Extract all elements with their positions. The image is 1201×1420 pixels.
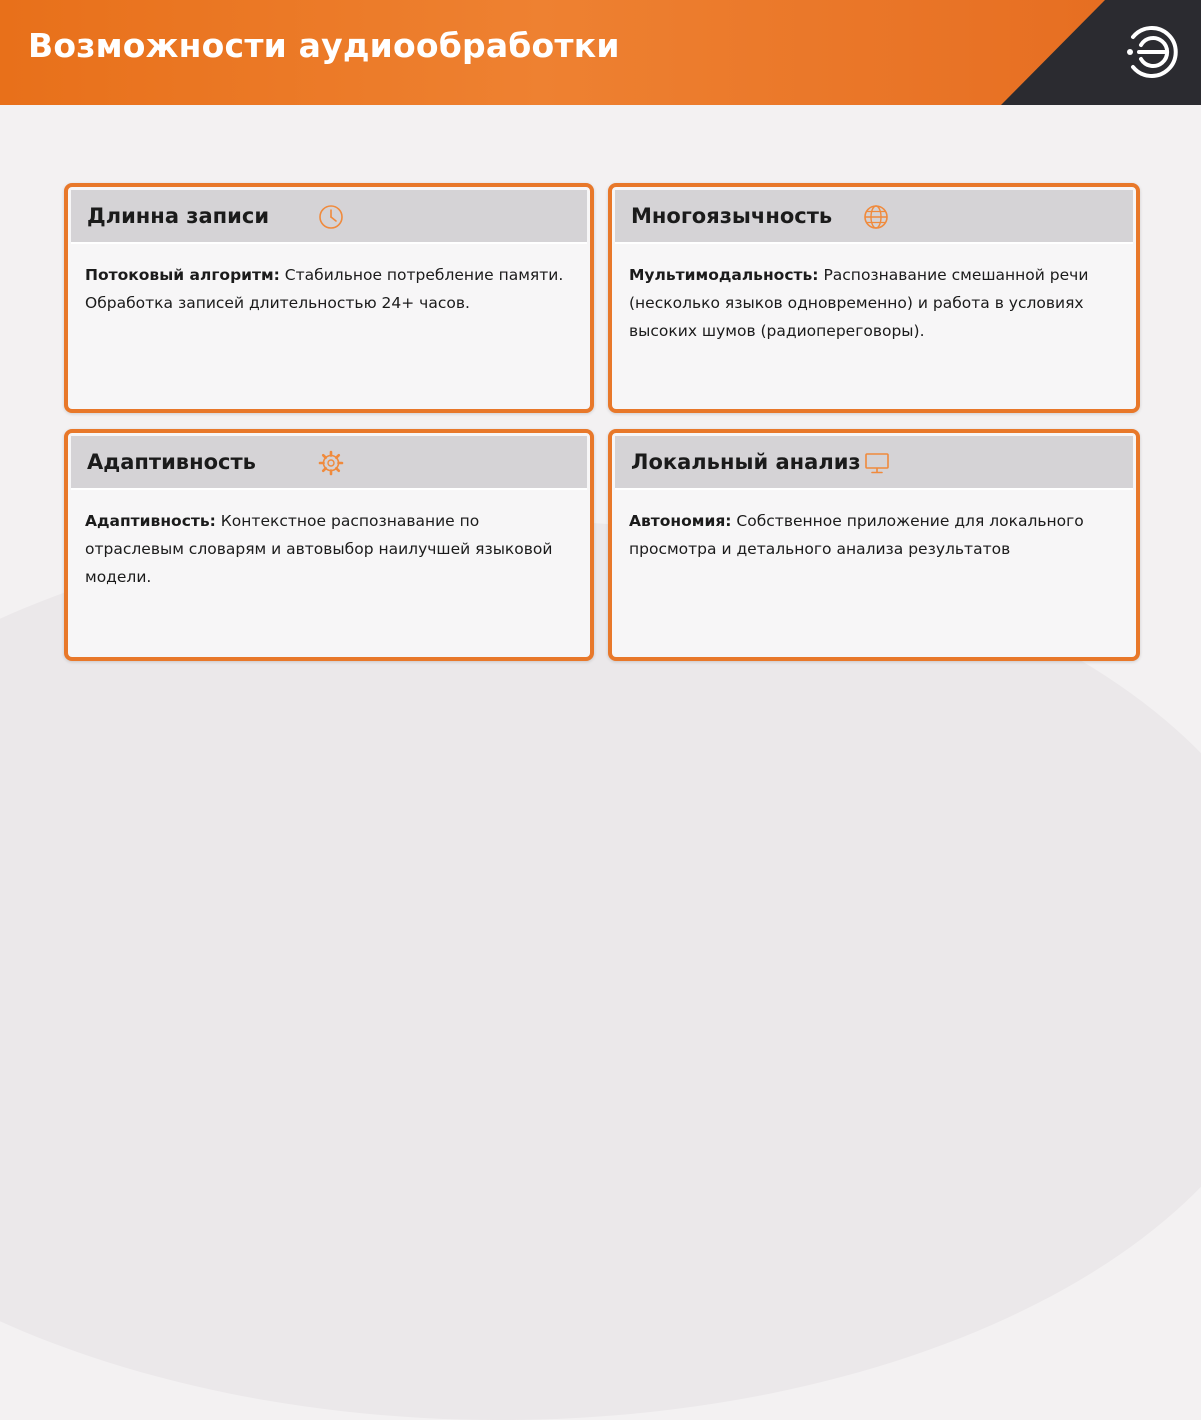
card-title: Многоязычность bbox=[631, 204, 833, 228]
monitor-icon bbox=[863, 449, 891, 477]
header-bar bbox=[0, 0, 1201, 105]
globe-icon bbox=[862, 203, 890, 231]
card-description bbox=[85, 507, 576, 591]
card-description-text: Контекстное распознавание по отраслевым словарям и автовыбор наилучшей языковой модели. bbox=[85, 512, 553, 586]
page-title: Возможности аудиообработки bbox=[28, 26, 620, 65]
card-header bbox=[615, 190, 1133, 244]
card-description-lead: Мультимодальность: bbox=[629, 266, 819, 284]
card-description-text: Собственное приложение для локального просмотра и детального анализа результатов bbox=[629, 512, 1084, 558]
card-description-lead: Потоковый алгоритм: bbox=[85, 266, 280, 284]
card-description-lead: Автономия: bbox=[629, 512, 732, 530]
card-title: Локальный анализ bbox=[631, 450, 861, 474]
company-logo-icon bbox=[1119, 20, 1183, 84]
card-title: Адаптивность bbox=[87, 450, 256, 474]
gear-icon bbox=[317, 449, 345, 477]
feature-card-multilingual bbox=[608, 183, 1140, 413]
card-description-text: Распознавание смешанной речи (несколько языков одновременно) и работа в условиях высоких шумов (радиопереговоры). bbox=[629, 266, 1089, 340]
card-header bbox=[615, 436, 1133, 490]
feature-card-adaptivity bbox=[64, 429, 594, 661]
feature-card-recording-length bbox=[64, 183, 594, 413]
card-description bbox=[85, 261, 576, 317]
card-header bbox=[71, 190, 587, 244]
card-title: Длинна записи bbox=[87, 204, 270, 228]
card-description-lead: Адаптивность: bbox=[85, 512, 216, 530]
card-description bbox=[629, 261, 1122, 345]
clock-icon bbox=[317, 203, 345, 231]
feature-card-local-analysis bbox=[608, 429, 1140, 661]
card-description-text: Стабильное потребление памяти. Обработка записей длительностью 24+ часов. bbox=[85, 266, 564, 312]
card-header bbox=[71, 436, 587, 490]
card-description bbox=[629, 507, 1122, 563]
